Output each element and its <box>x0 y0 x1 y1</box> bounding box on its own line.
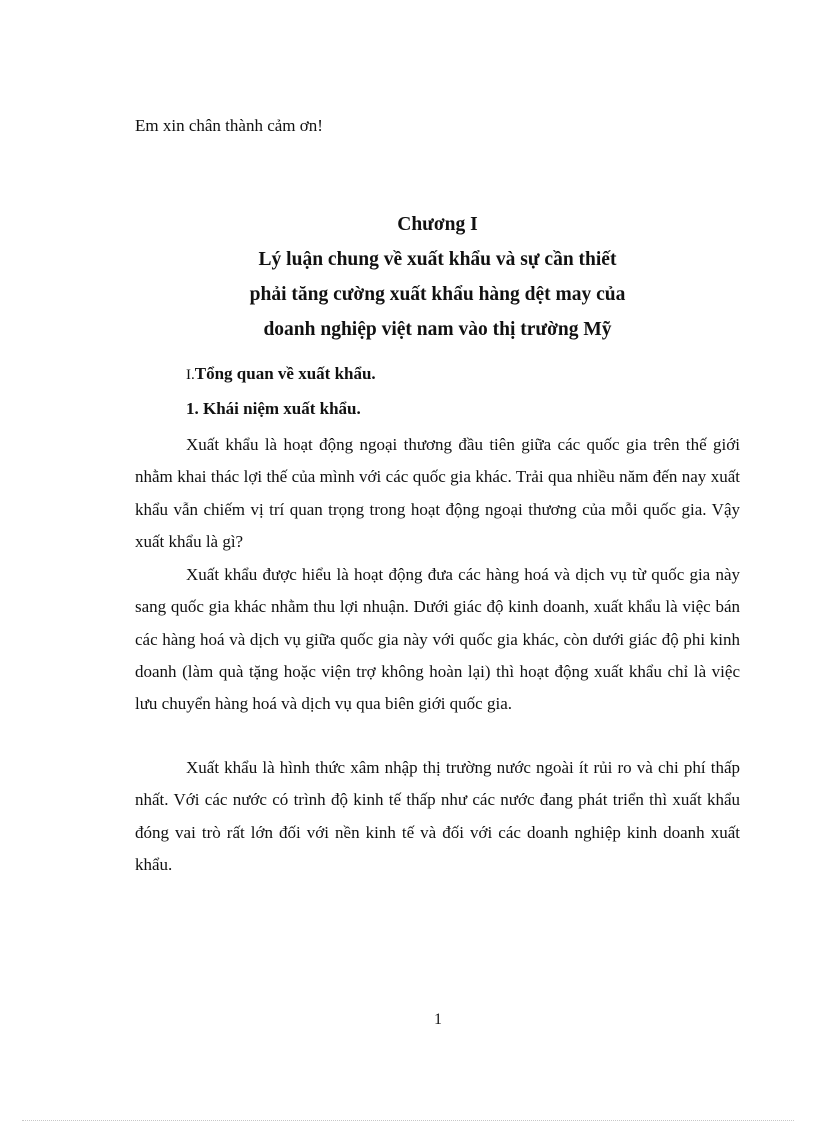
section-title: Tổng quan về xuất khẩu. <box>194 364 376 383</box>
section-number: I. <box>186 367 195 383</box>
paragraph-2: Xuất khẩu được hiểu là hoạt động đưa các hàng hoá và dịch vụ từ quốc gia này sang quốc gia khác nhằm thu lợi nhuận. Dưới giác độ kinh doanh, xuất khẩu là việc bán các hàng hoá và dịch vụ giữa quốc gia này với quốc gia khác, còn dưới giác độ phi kinh doanh (làm quà tặng hoặc viện trợ không hoàn lại) thì hoạt động xuất khẩu chỉ là việc lưu chuyển hàng hoá và dịch vụ qua biên giới quốc gia. <box>135 565 740 714</box>
chapter-subtitle-line-3: doanh nghiệp việt nam vào thị trường Mỹ <box>263 319 612 340</box>
paragraph-1: Xuất khẩu là hoạt động ngoại thương đầu tiên giữa các quốc gia trên thế giới nhằm khai thác lợi thế của mình với các quốc gia khác. Trải qua nhiều năm đến nay xuất khẩu vẫn chiếm vị trí quan trọng trong hoạt động ngoại thương của mỗi quốc gia. Vậy xuất khẩu là gì? <box>135 435 740 551</box>
chapter-subtitle-line-1: Lý luận chung về xuất khẩu và sự cần thiết <box>258 249 617 270</box>
chapter-subtitle-line-2: phải tăng cường xuất khẩu hàng dệt may của <box>249 284 626 305</box>
paragraph-3: Xuất khẩu là hình thức xâm nhập thị trường nước ngoài ít rủi ro và chi phí thấp nhất. Với các nước có trình độ kinh tế thấp như các nước đang phát triển thì xuất khẩu đóng vai trò rất lớn đối với nền kinh tế và đối với các doanh nghiệp kinh doanh xuất khẩu. <box>135 758 740 874</box>
chapter-heading <box>135 210 740 350</box>
closing-line: Em xin chân thành cảm ơn! <box>135 116 323 135</box>
chapter-title: Chương I <box>397 214 478 235</box>
section-heading <box>186 364 376 385</box>
page-bottom-divider <box>22 1120 794 1121</box>
subsection-heading: 1. Khái niệm xuất khẩu. <box>186 399 361 418</box>
page-number: 1 <box>434 1011 442 1028</box>
